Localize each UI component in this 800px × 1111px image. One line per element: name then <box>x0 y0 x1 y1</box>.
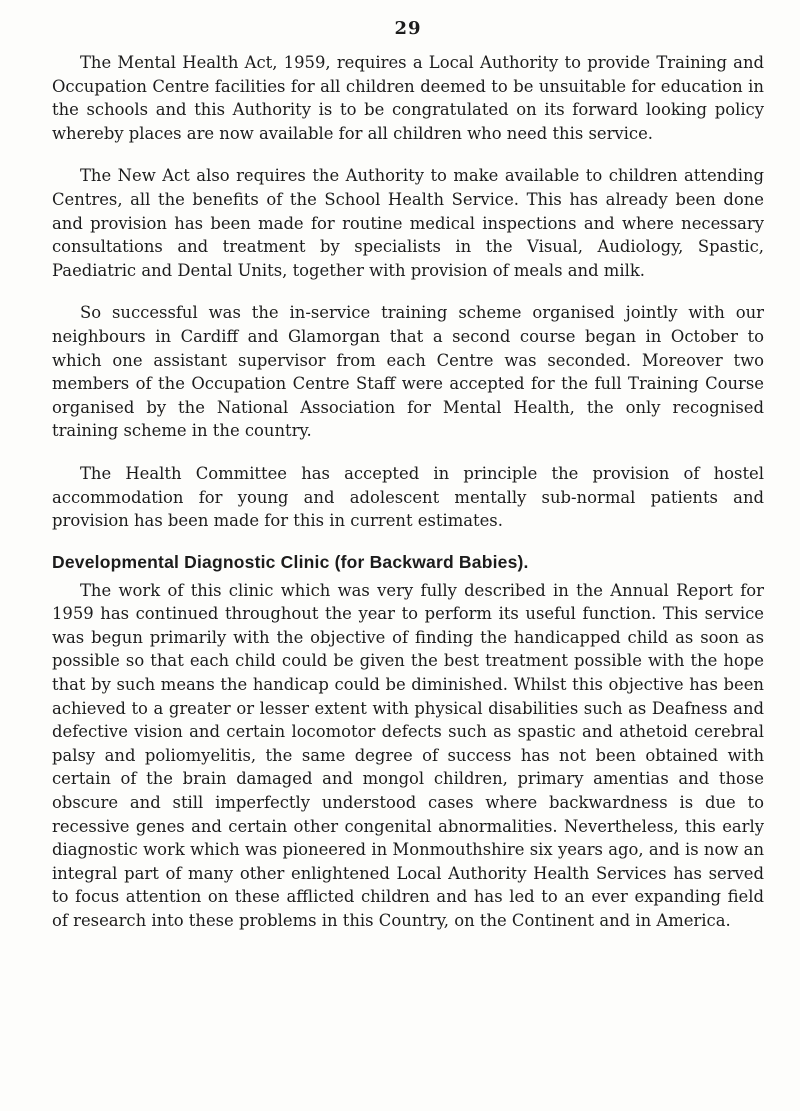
page-number: 29 <box>394 18 422 39</box>
document-page <box>52 18 764 952</box>
paragraph-mental-health-act: The Mental Health Act, 1959, requires a Local Authority to provide Training and Occupation Centre facilities for all children deemed to be unsuitable for education in the schools and this Authority is to be congratulated on its forward looking policy whereby places are now available for all children who need this service. <box>52 53 764 143</box>
paragraph-in-service-training: So successful was the in-service training scheme organised jointly with our neighbours in Cardiff and Glamorgan that a second course began in October to which one assistant supervisor from each Centre was seconded. Moreover two members of the Occupation Centre Staff were accepted for the full Training Course organised by the National Association for Mental Health, the only recognised training scheme in the country. <box>52 303 764 441</box>
paragraph-hostel-accommodation: The Health Committee has accepted in principle the provision of hostel accommodation for young and adolescent mentally sub-normal patients and provision has been made for this in current estimates. <box>52 463 764 531</box>
paragraph-diagnostic-clinic: The work of this clinic which was very fully described in the Annual Report for 1959 has continued throughout the year to perform its useful function. This service was begun primarily with the objective of finding the handicapped child as soon as possible so that each child could be given the best treatment possible with the hope that by such means the handicap could be diminished. Whilst this objective has been achieved to a greater or lesser extent with physical disabilities such as Deafness and defective vision and certain locomotor defects such as spastic and athetoid cerebral palsy and poliomyelitis, the same degree of success has not been obtained with certain of the brain damaged and mongol children, primary amentias and those obscure and still imperfectly understood cases where backwardness is due to recessive genes and certain other congenital abnormalities. Nevertheless, this early diagnostic work which was pioneered in Monmouthshire six years ago, and is now an integral part of many other enlightened Local Authority Health Services has served to focus attention on these afflicted children and has led to an ever expanding field of research into these problems in this Country, on the Continent and in America. <box>52 580 764 930</box>
paragraph-new-act: The New Act also requires the Authority to make available to children attending Centres, all the benefits of the School Health Service. This has already been done and provision has been made for routine medical inspections and where necessary consultations and treatment by specialists in the Visual, Audiology, Spastic, Paediatric and Dental Units, together with provision of meals and milk. <box>52 166 764 280</box>
section-heading-diagnostic-clinic: Developmental Diagnostic Clinic (for Backward Babies). <box>52 551 529 572</box>
